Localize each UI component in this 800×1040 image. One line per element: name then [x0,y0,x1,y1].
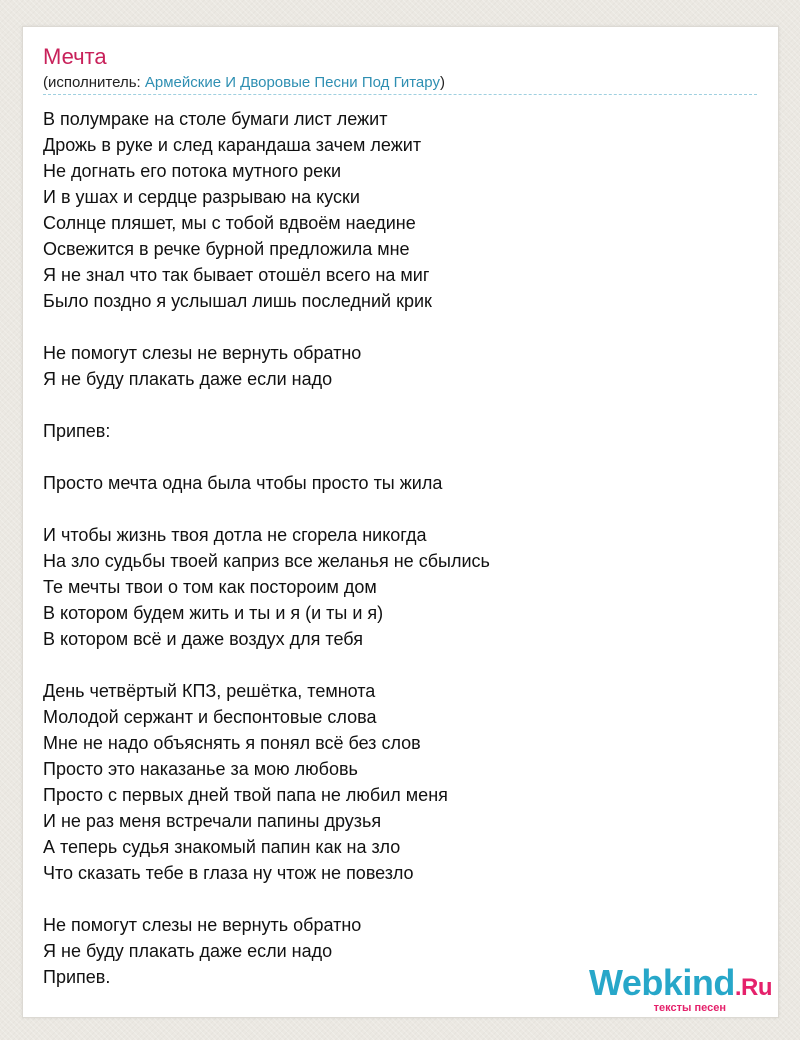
lyric-line [43,652,757,678]
lyric-line: А теперь судья знакомый папин как на зло [43,837,401,857]
lyric-line: Просто с первых дней твой папа не любил меня [43,785,448,805]
lyric-line [43,444,757,470]
lyric-line: Не помогут слезы не вернуть обратно [43,915,362,935]
lyric-line: И чтобы жизнь твоя дотла не сгорела никогда [43,525,427,545]
lyric-line: Припев. [43,967,111,987]
logo-wordmark [589,964,772,1007]
byline-prefix: (исполнитель: [43,74,145,91]
lyric-line: Не догнать его потока мутного реки [43,161,342,181]
lyric-line: В котором будем жить и ты и я (и ты и я) [43,603,384,623]
lyrics-body [43,106,757,990]
lyric-line: Молодой сержант и беспонтовые слова [43,707,377,727]
lyric-line: В котором всё и даже воздух для тебя [43,629,363,649]
lyric-line: На зло судьбы твоей каприз все желанья не сбылись [43,551,490,571]
byline-suffix: ) [439,74,445,91]
lyric-line [43,314,757,340]
lyric-line [43,496,757,522]
logo-tld: .Ru [734,974,772,1001]
lyric-line: И в ушах и сердце разрываю на куски [43,187,360,207]
song-title: Мечта [43,44,107,69]
logo-name: Webkind [588,962,735,1003]
lyric-line: Я не знал что так бывает отошёл всего на миг [43,265,430,285]
lyric-line: Я не буду плакать даже если надо [43,941,333,961]
lyric-line [43,886,757,912]
lyric-line: Те мечты твои о том как постороим дом [43,577,377,597]
lyric-line: Освежится в речке бурной предложила мне [43,239,410,259]
lyric-line: И не раз меня встречали папины друзья [43,811,382,831]
lyrics-card [22,26,779,1018]
lyric-line: Было поздно я услышал лишь последний крик [43,291,432,311]
lyric-line: В полумраке на столе бумаги лист лежит [43,109,388,129]
lyric-line: Просто это наказанье за мою любовь [43,759,358,779]
lyric-line: Припев: [43,421,111,441]
lyric-line: Солнце пляшет, мы с тобой вдвоём наедине [43,213,416,233]
lyric-line [43,392,757,418]
lyric-line: Что сказать тебе в глаза ну чтож не повезло [43,863,414,883]
divider [43,94,757,95]
logo-tagline: тексты песен [653,1002,726,1014]
lyric-line: Я не буду плакать даже если надо [43,369,333,389]
lyric-line: Просто мечта одна была чтобы просто ты жила [43,473,443,493]
artist-byline [43,73,445,93]
lyric-line: Не помогут слезы не вернуть обратно [43,343,362,363]
lyric-line: Дрожь в руке и след карандаша зачем лежит [43,135,422,155]
site-logo[interactable] [589,964,772,1014]
artist-link[interactable]: Армейские И Дворовые Песни Под Гитару [144,74,440,91]
lyric-line: Мне не надо объяснять я понял всё без слов [43,733,421,753]
lyric-line: День четвёртый КПЗ, решётка, темнота [43,681,376,701]
